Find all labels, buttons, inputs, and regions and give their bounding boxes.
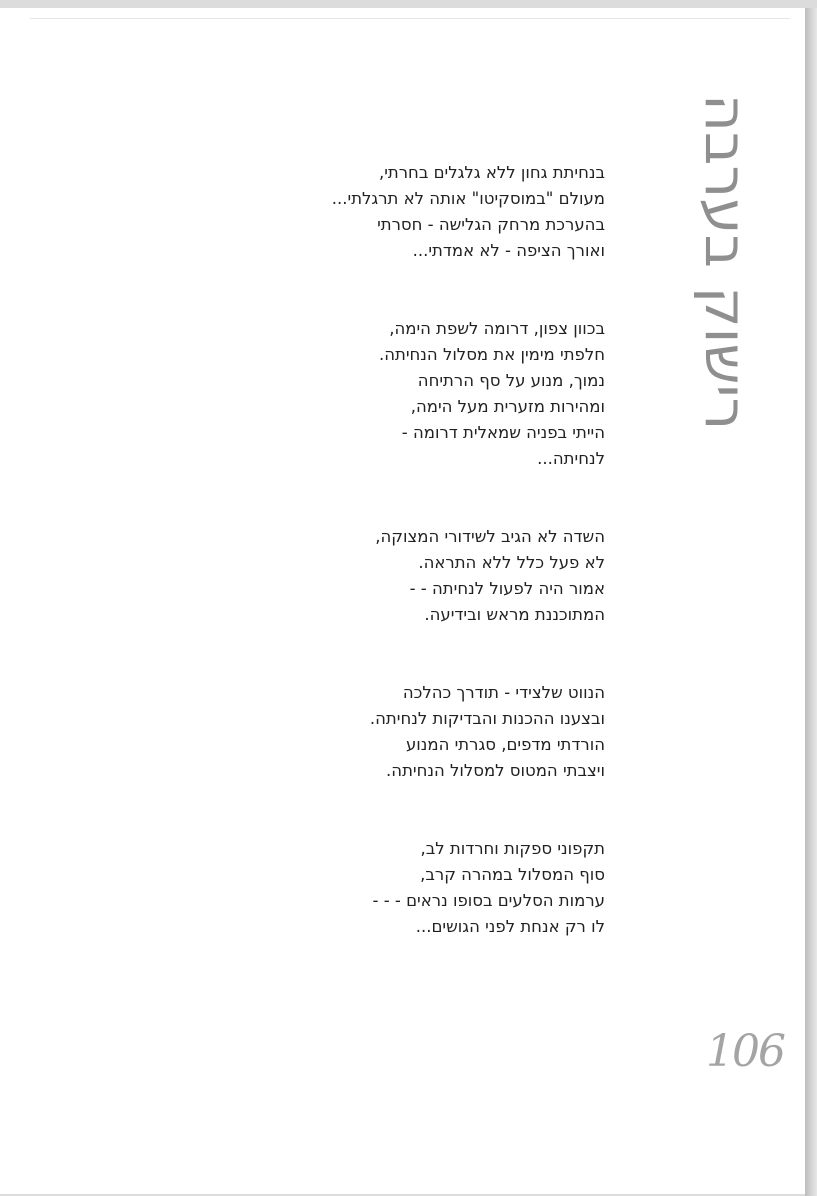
poem-line: בכוון צפון, דרומה לשפת הימה, [389,319,605,338]
poem-title: רישוק בערבה [692,94,760,431]
poem-line: ובצענו ההכנות והבדיקות לנחיתה. [369,709,605,728]
stanza-4 [205,680,605,784]
poem-line: המתוכננת מראש ובידיעה. [424,605,605,624]
page-number: 106 [706,1026,784,1077]
poem-line: נמוך, מנוע על סף הרתיחה [417,371,605,390]
poem-line: הורדתי מדפים, סגרתי המנוע [405,735,605,754]
poem-line: מעולם "במוסקיטו" אותה לא תרגלתי... [331,189,605,208]
poem-line: חלפתי מימין את מסלול הנחיתה. [378,345,605,364]
poem-line: אמור היה לפעול לנחיתה - - [409,579,605,598]
poem-line: ערמות הסלעים בסופו נראים - - - [372,891,605,910]
stanza-1 [205,160,605,264]
stanza-3 [205,524,605,628]
book-page [0,8,805,1194]
scan-top-edge [30,18,790,19]
poem-line: סוף המסלול במהרה קרב, [420,865,605,884]
stanza-5 [205,836,605,940]
poem-line: ומהירות מזערית מעל הימה, [410,397,605,416]
poem-line: בנחיתת גחון ללא גלגלים בחרתי, [378,163,605,182]
poem-body [205,160,605,940]
poem-line: לא פעל כלל ללא התראה. [418,553,605,572]
poem-line: ויצבתי המטוס למסלול הנחיתה. [386,761,605,780]
poem-line: לנחיתה... [537,449,605,468]
poem-line: הנווט שלצידי - תודרך כהלכה [402,683,605,702]
poem-line: השדה לא הגיב לשידורי המצוקה, [375,527,605,546]
poem-line: ואורך הציפה - לא אמדתי... [412,241,605,260]
poem-line: הייתי בפניה שמאלית דרומה - [401,423,605,442]
poem-line: תקפוני ספקות וחרדות לב, [420,839,605,858]
scan-right-edge [805,8,817,1196]
stanza-2 [205,316,605,472]
poem-line: לו רק אנחת לפני הגושים... [415,917,605,936]
poem-line: בהערכת מרחק הגלישה - חסרתי [377,215,605,234]
